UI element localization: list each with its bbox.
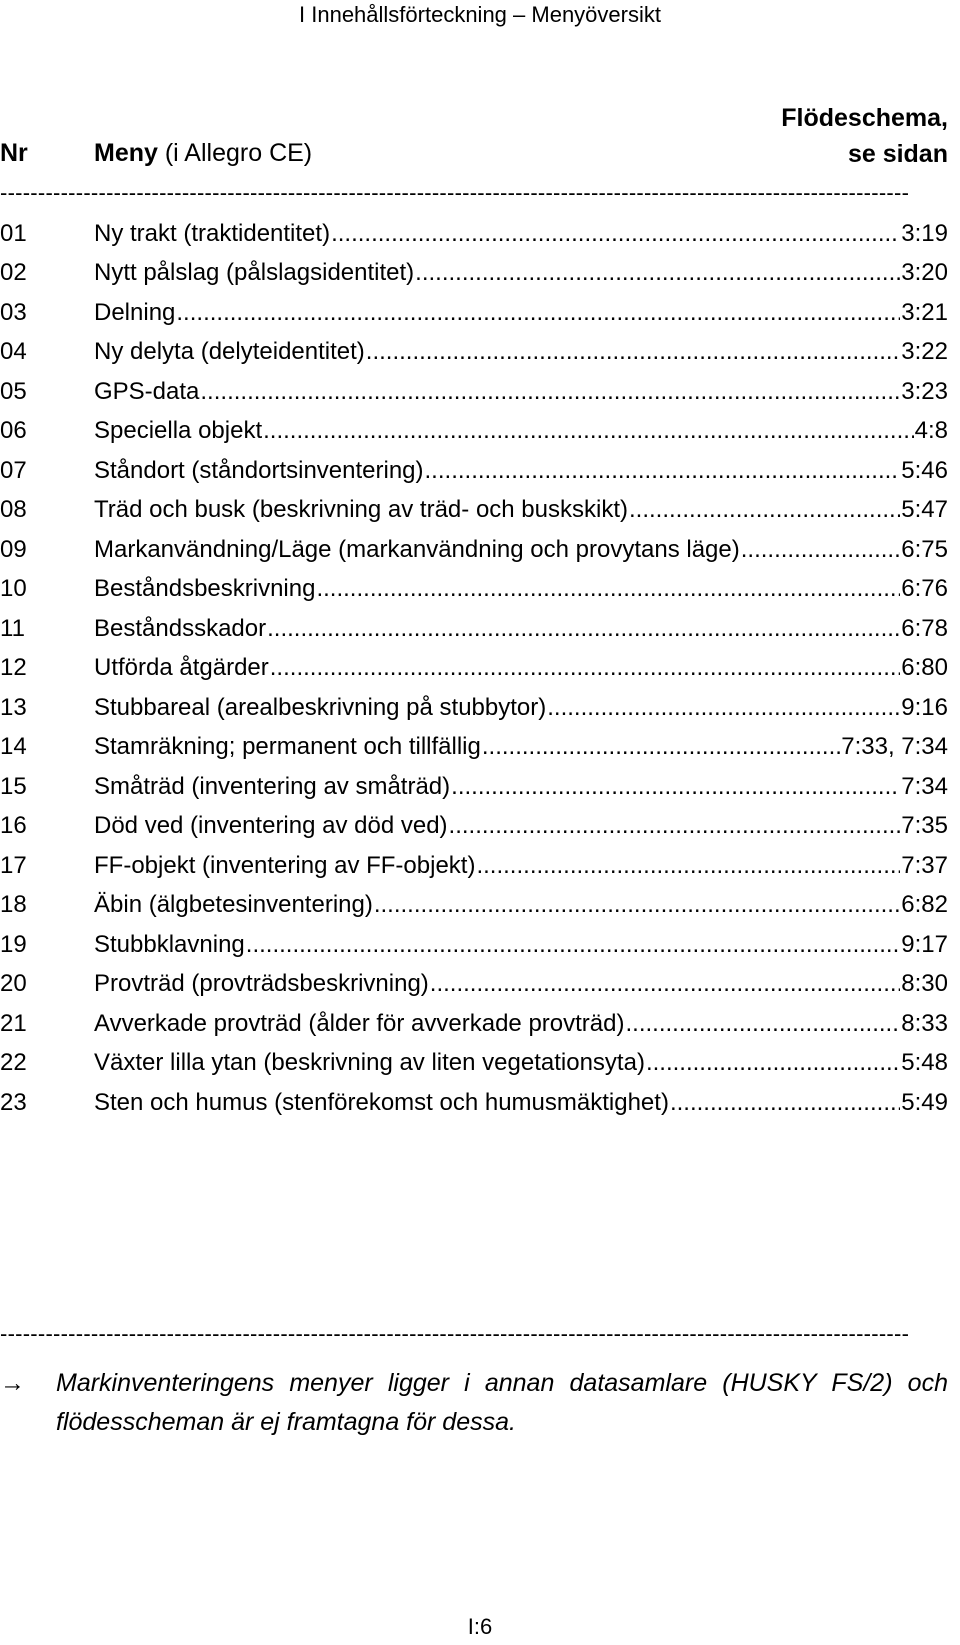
running-header: I Innehållsförteckning – Menyöversikt	[299, 2, 661, 27]
toc-row-nr: 20	[0, 970, 27, 998]
column-header-menu	[94, 136, 312, 170]
toc-row-title: Ståndort (ståndortsinventering)	[94, 456, 424, 484]
toc-row-page: 3:20	[901, 259, 948, 287]
toc-row-title: Träd och busk (beskrivning av träd- och buskskikt)	[94, 496, 628, 524]
toc-row-nr: 08	[0, 496, 27, 524]
toc-row-leader	[415, 259, 900, 287]
toc-row	[0, 214, 948, 254]
toc-row-page: 7:33, 7:34	[841, 733, 948, 761]
toc-row-page: 7:35	[901, 812, 948, 840]
toc-row-nr: 22	[0, 1049, 27, 1077]
column-header-menu-rest: (i Allegro CE)	[157, 139, 313, 167]
separator-bottom: ------------------------------------------------------------------------------------------------------------------------	[0, 1323, 910, 1345]
toc-row	[0, 1083, 948, 1123]
toc-row-nr: 04	[0, 338, 27, 366]
toc-row	[0, 649, 948, 689]
toc-row-title: FF-objekt (inventering av FF-objekt)	[94, 851, 476, 879]
toc-row-page: 8:30	[901, 970, 948, 998]
toc-row-page: 5:48	[901, 1049, 948, 1077]
arrow-icon: →	[0, 1369, 25, 1397]
toc-row-page: 7:34	[901, 772, 948, 800]
toc-row-leader	[547, 694, 900, 722]
toc-row-page: 6:76	[901, 575, 948, 603]
toc-row-leader	[449, 812, 901, 840]
toc-row-page: 3:23	[901, 377, 948, 405]
toc-row-page: 6:80	[901, 654, 948, 682]
toc-row	[0, 1004, 948, 1044]
toc-row-leader	[670, 1089, 900, 1117]
toc-row-title: Äbin (älgbetesinventering)	[94, 891, 373, 919]
toc-row-leader	[331, 220, 900, 248]
column-header-flowchart-line2: se sidan	[847, 140, 948, 168]
toc-row-title: Död ved (inventering av död ved)	[94, 812, 448, 840]
note-text: Markinventeringens menyer ligger i annan datasamlare (HUSKY FS/2) och flödesscheman är ej framtagna för dessa.	[56, 1369, 948, 1436]
toc-row-title: Växter lilla ytan (beskrivning av liten vegetationsyta)	[94, 1049, 645, 1077]
toc-row-leader	[374, 891, 900, 919]
toc-row-title: Sten och humus (stenförekomst och humusmäktighet)	[94, 1088, 669, 1116]
toc-row-nr: 03	[0, 298, 27, 326]
toc-row-leader	[425, 457, 901, 485]
column-header-flowchart	[781, 100, 948, 172]
toc-row-page: 6:78	[901, 614, 948, 642]
toc-row-title: Speciella objekt	[94, 417, 263, 445]
page-number: I:6	[467, 1614, 493, 1639]
toc-row	[0, 965, 948, 1005]
toc-row-nr: 02	[0, 259, 27, 287]
toc-row	[0, 412, 948, 452]
toc-row-title: Ny delyta (delyteidentitet)	[94, 338, 365, 366]
toc-row-leader	[476, 852, 900, 880]
toc-row-title: Stubbklavning	[94, 930, 245, 958]
toc-row	[0, 846, 948, 886]
toc-row-leader	[451, 773, 900, 801]
column-header-menu-bold: Meny	[94, 139, 158, 167]
toc-row-leader	[625, 1010, 900, 1038]
toc-row-nr: 16	[0, 812, 27, 840]
toc-row	[0, 767, 948, 807]
toc-row-title: Beståndsbeskrivning	[94, 575, 316, 603]
toc-row-page: 3:19	[901, 219, 948, 247]
toc-row	[0, 451, 948, 491]
toc-row	[0, 254, 948, 294]
toc-row	[0, 570, 948, 610]
toc-row	[0, 807, 948, 847]
toc-row-leader	[246, 931, 901, 959]
toc-row-title: Delning	[94, 298, 176, 326]
toc-row	[0, 333, 948, 373]
toc-row-leader	[741, 536, 901, 564]
toc-row-leader	[267, 615, 900, 643]
toc-row	[0, 886, 948, 926]
toc-row-title: Småträd (inventering av småträd)	[94, 772, 451, 800]
separator-top: ------------------------------------------------------------------------------------------------------------------------	[0, 182, 910, 204]
toc-row-page: 6:75	[901, 535, 948, 563]
toc-row	[0, 372, 948, 412]
toc-row	[0, 1044, 948, 1084]
toc-row-page: 5:47	[901, 496, 948, 524]
toc-row-page: 3:21	[901, 298, 948, 326]
toc-row-nr: 11	[0, 614, 25, 642]
toc-row-title: Utförda åtgärder	[94, 654, 269, 682]
toc-row-title: Nytt pålslag (pålslagsidentitet)	[94, 259, 415, 287]
column-header-nr: Nr	[0, 139, 28, 167]
toc-row-nr: 18	[0, 891, 27, 919]
toc-row-page: 5:49	[901, 1088, 948, 1116]
toc-row	[0, 688, 948, 728]
toc-row	[0, 491, 948, 531]
toc-row-page: 7:37	[901, 851, 948, 879]
toc-row-leader	[176, 299, 900, 327]
toc-row	[0, 530, 948, 570]
toc-row-nr: 17	[0, 851, 27, 879]
toc-row	[0, 925, 948, 965]
toc-row-page: 5:46	[901, 456, 948, 484]
toc-row-nr: 23	[0, 1088, 27, 1116]
toc-row-nr: 01	[0, 219, 27, 247]
toc-row-title: Ny trakt (traktidentitet)	[94, 219, 331, 247]
note	[0, 1364, 948, 1442]
toc-row-nr: 21	[0, 1009, 27, 1037]
toc-row-title: Stamräkning; permanent och tillfällig	[94, 733, 481, 761]
toc-row-nr: 06	[0, 417, 27, 445]
toc-row-nr: 19	[0, 930, 27, 958]
toc-row-nr: 13	[0, 693, 27, 721]
toc-row-page: 8:33	[901, 1009, 948, 1037]
toc-row-leader	[366, 338, 900, 366]
toc-row-nr: 14	[0, 733, 27, 761]
toc-row-leader	[646, 1049, 900, 1077]
toc-row-title: GPS-data	[94, 377, 200, 405]
toc-row-title: Stubbareal (arealbeskrivning på stubbytor)	[94, 693, 547, 721]
toc-row-title: Avverkade provträd (ålder för avverkade provträd)	[94, 1009, 625, 1037]
toc-row-leader	[263, 417, 914, 445]
toc-row-nr: 10	[0, 575, 27, 603]
toc-row-page: 3:22	[901, 338, 948, 366]
column-header-flowchart-line1: Flödeschema,	[781, 104, 948, 132]
table-header	[0, 100, 960, 172]
toc-row-page: 6:82	[901, 891, 948, 919]
toc-row-title: Beståndsskador	[94, 614, 267, 642]
toc-row-leader	[200, 378, 900, 406]
toc-row-leader	[316, 575, 900, 603]
toc-row-leader	[430, 970, 900, 998]
toc-list	[0, 214, 948, 1123]
toc-row-leader	[482, 733, 840, 761]
toc-row-page: 9:17	[901, 930, 948, 958]
toc-row	[0, 293, 948, 333]
toc-row-nr: 09	[0, 535, 27, 563]
toc-row-nr: 15	[0, 772, 27, 800]
toc-row-title: Markanvändning/Läge (markanvändning och provytans läge)	[94, 535, 740, 563]
toc-row-page: 9:16	[901, 693, 948, 721]
toc-row-title: Provträd (provträdsbeskrivning)	[94, 970, 429, 998]
toc-row-leader	[270, 654, 901, 682]
toc-row	[0, 609, 948, 649]
toc-row-nr: 07	[0, 456, 27, 484]
toc-row-leader	[629, 496, 900, 524]
toc-row-nr: 12	[0, 654, 27, 682]
toc-row-page: 4:8	[914, 417, 948, 445]
toc-row-nr: 05	[0, 377, 27, 405]
toc-row	[0, 728, 948, 768]
